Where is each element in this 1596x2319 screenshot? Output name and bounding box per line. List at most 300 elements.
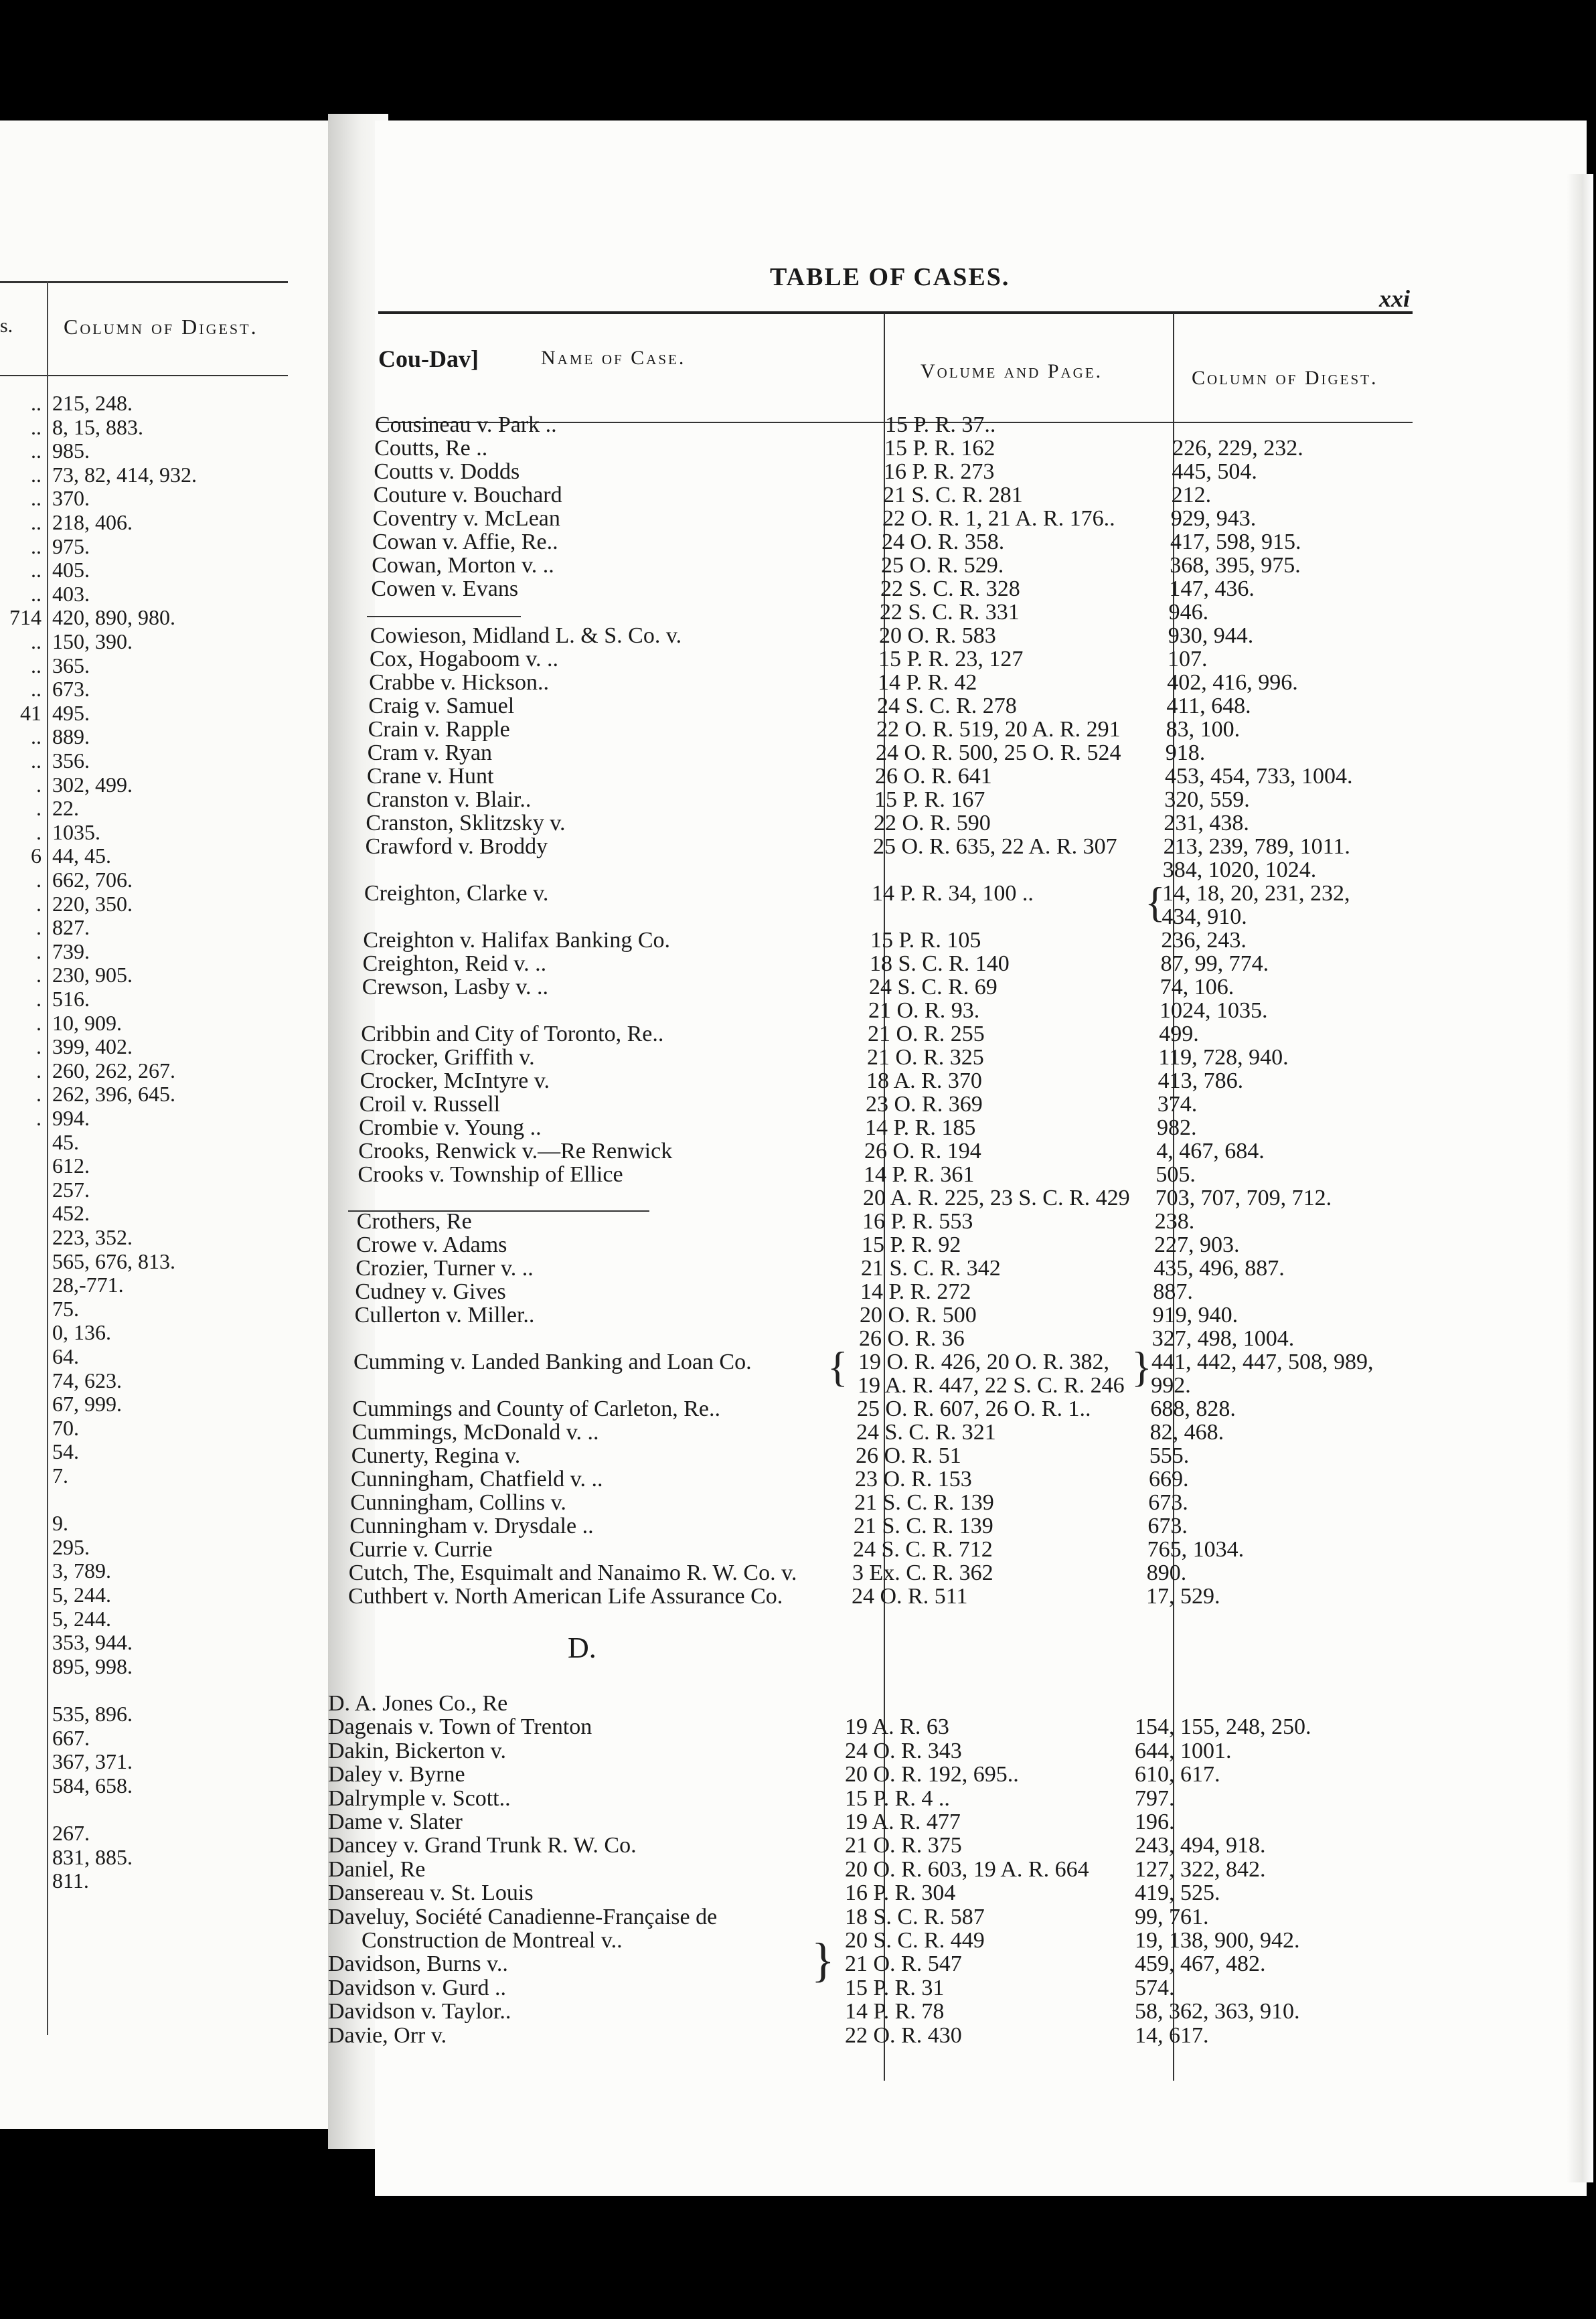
- left-page-table-header: [0, 281, 288, 382]
- case-digest: 411, 648.: [1166, 694, 1251, 718]
- left-row-digest: 1035.: [52, 819, 100, 844]
- left-row-digest: 673.: [52, 677, 90, 702]
- case-name: Croil v. Russell: [359, 1092, 501, 1117]
- left-row-digest: 405.: [52, 558, 90, 582]
- name-column-header: Name of Case.: [541, 347, 686, 369]
- case-digest: 374.: [1157, 1092, 1198, 1117]
- case-name: Crothers, Re: [356, 1209, 472, 1234]
- case-volume: 14 P. R. 34, 100 ..: [872, 881, 1034, 906]
- case-name: Davie, Orr v.: [328, 2022, 447, 2048]
- case-name: Davidson v. Gurd ..: [328, 1975, 506, 2000]
- case-volume: 25 O. R. 607, 26 O. R. 1..: [857, 1396, 1091, 1421]
- case-volume: 26 O. R. 641: [875, 764, 992, 789]
- left-row-lead: ..: [31, 486, 42, 511]
- d-case-row: [0, 1692, 1596, 1715]
- case-digest: 236, 243.: [1161, 928, 1247, 953]
- case-volume: 22 O. R. 590: [874, 811, 991, 835]
- case-digest: 435, 496, 887.: [1153, 1256, 1285, 1281]
- left-row-digest: 223, 352.: [52, 1225, 133, 1249]
- case-name: Cousineau v. Park ..: [375, 412, 557, 437]
- case-name: Cowan v. Affie, Re..: [372, 530, 558, 554]
- case-row: [0, 1562, 1596, 1585]
- brace-right: }: [1131, 1343, 1152, 1390]
- case-name: Construction de Montreal v..: [362, 1928, 623, 1953]
- case-row: [0, 1023, 1596, 1046]
- case-digest: 368, 395, 975.: [1170, 553, 1301, 578]
- left-row-digest: 302, 499.: [52, 772, 133, 797]
- case-row: [0, 1304, 1596, 1327]
- case-row: [0, 507, 1596, 530]
- case-volume: 24 S. C. R. 712: [853, 1537, 993, 1562]
- case-row: [0, 625, 1596, 647]
- case-digest: 499.: [1159, 1022, 1199, 1046]
- case-row: [0, 601, 1596, 624]
- case-name: Creighton, Reid v. ..: [362, 951, 547, 976]
- case-digest: 459, 467, 482.: [1135, 1951, 1266, 1977]
- left-row-lead: ..: [31, 629, 42, 653]
- case-row: [0, 999, 1596, 1022]
- case-row: [0, 789, 1596, 811]
- case-row: [0, 835, 1596, 858]
- left-row-digest: 367, 371.: [52, 1749, 133, 1774]
- case-volume: 15 P. R. 92: [862, 1232, 961, 1257]
- case-volume: 15 P. R. 37..: [885, 412, 996, 437]
- brace-right: {: [1145, 878, 1166, 926]
- d-case-row: [0, 1834, 1596, 1857]
- left-row-lead: ..: [31, 653, 42, 677]
- case-name: Currie v. Currie: [349, 1537, 493, 1562]
- case-digest: 673.: [1147, 1514, 1188, 1538]
- case-digest: 83, 100.: [1166, 717, 1241, 742]
- case-row: [0, 812, 1596, 835]
- case-digest: 765, 1034.: [1147, 1537, 1245, 1562]
- left-row-lead: ..: [31, 677, 42, 702]
- d-case-row: [0, 1929, 1596, 1952]
- left-row-digest: 565, 676, 813.: [52, 1249, 175, 1273]
- left-row-lead: .: [36, 1058, 42, 1083]
- case-volume: 26 O. R. 51: [856, 1443, 961, 1468]
- case-digest: 19, 138, 900, 942.: [1135, 1928, 1300, 1953]
- case-name: Davidson v. Taylor..: [328, 1999, 511, 2024]
- case-digest: 992.: [1151, 1373, 1191, 1398]
- case-volume: 21 S. C. R. 139: [854, 1490, 994, 1515]
- case-digest: 384, 1020, 1024.: [1162, 858, 1317, 882]
- case-name: Cudney v. Gives: [355, 1279, 506, 1304]
- left-row-lead: .: [36, 891, 42, 916]
- left-row-digest: 985.: [52, 438, 90, 463]
- left-header-top-rule: [0, 281, 288, 283]
- case-name: Crozier, Turner v. ..: [355, 1256, 534, 1281]
- case-volume: 21 O. R. 375: [845, 1833, 962, 1858]
- case-row: [0, 436, 1596, 463]
- case-volume: 18 S. C. R. 140: [870, 951, 1010, 976]
- left-row-digest: 975.: [52, 534, 90, 558]
- case-volume: 15 P. R. 105: [870, 928, 981, 953]
- case-name: Cram v. Ryan: [367, 740, 493, 765]
- case-digest: 99, 761.: [1135, 1904, 1209, 1929]
- case-name: Cowan, Morton v. ..: [372, 553, 554, 578]
- case-row: [0, 1117, 1596, 1139]
- d-case-row: [0, 1763, 1596, 1786]
- case-digest: 74, 106.: [1160, 975, 1234, 999]
- case-volume: 26 O. R. 36: [859, 1326, 965, 1351]
- left-row-digest: 54.: [52, 1439, 79, 1464]
- case-name: Cranston, Sklitzsky v.: [366, 811, 566, 835]
- case-digest: 644, 1001.: [1135, 1738, 1232, 1763]
- case-name: Coutts v. Dodds: [374, 459, 520, 484]
- case-digest: 982.: [1157, 1115, 1197, 1140]
- case-row: [0, 1515, 1596, 1538]
- case-row: [0, 1445, 1596, 1467]
- case-row: [0, 483, 1596, 511]
- case-name: Dagenais v. Town of Trenton: [328, 1714, 592, 1740]
- case-volume: 15 P. R. 31: [845, 1975, 945, 2000]
- case-row: [0, 648, 1596, 671]
- section-heading-d: D.: [568, 1631, 596, 1664]
- case-volume: 21 O. R. 325: [867, 1045, 984, 1070]
- case-digest: 17, 529.: [1146, 1584, 1220, 1609]
- case-volume: 22 S. C. R. 328: [880, 576, 1020, 601]
- left-row-digest: 5, 244.: [52, 1583, 111, 1607]
- case-row: [0, 1468, 1596, 1491]
- case-row: [0, 1070, 1596, 1093]
- case-row: [0, 742, 1596, 765]
- volume-column-header: Volume and Page.: [921, 360, 1103, 382]
- left-row-lead: 6: [31, 844, 42, 868]
- case-volume: 14 P. R. 185: [865, 1115, 976, 1140]
- case-digest: 154, 155, 248, 250.: [1135, 1714, 1311, 1740]
- d-case-row: [0, 1977, 1596, 2000]
- case-name: Cunningham, Chatfield v. ..: [351, 1467, 603, 1492]
- case-digest: 213, 239, 789, 1011.: [1163, 834, 1350, 859]
- left-row-digest: 262, 396, 645.: [52, 1082, 175, 1107]
- left-row-lead: ..: [31, 462, 42, 487]
- case-name: Cox, Hogaboom v. ..: [370, 647, 559, 671]
- left-row-lead: 714: [9, 605, 42, 630]
- case-digest: 82, 468.: [1149, 1420, 1224, 1445]
- left-row-lead: .: [36, 1082, 42, 1107]
- case-row: [0, 953, 1596, 975]
- left-row-digest: 365.: [52, 653, 90, 677]
- left-row-digest: 370.: [52, 486, 90, 511]
- case-row: [0, 1046, 1596, 1069]
- case-volume: 21 S. C. R. 139: [854, 1514, 993, 1538]
- case-digest: 669.: [1149, 1467, 1189, 1492]
- case-digest: 434, 910.: [1162, 904, 1247, 929]
- case-name: Cunningham, Collins v.: [350, 1490, 566, 1515]
- case-digest: 890.: [1146, 1561, 1187, 1585]
- case-volume: 21 S. C. R. 342: [861, 1256, 1001, 1281]
- case-row: [0, 1140, 1596, 1163]
- case-digest: 441, 442, 447, 508, 989,: [1151, 1350, 1374, 1374]
- case-row: [0, 882, 1596, 905]
- case-volume: 22 S. C. R. 331: [880, 600, 1020, 625]
- case-volume: 20 O. R. 192, 695..: [845, 1762, 1019, 1787]
- case-volume: 20 O. R. 583: [879, 623, 996, 648]
- case-name: Couture v. Bouchard: [373, 483, 562, 507]
- case-name: Coutts, Re ..: [374, 436, 488, 461]
- case-name: Dakin, Bickerton v.: [328, 1738, 506, 1763]
- case-volume: 16 P. R. 553: [862, 1209, 973, 1234]
- case-volume: 24 O. R. 500, 25 O. R. 524: [876, 740, 1121, 765]
- case-volume: 21 O. R. 255: [868, 1022, 985, 1046]
- left-row-digest: 811.: [52, 1868, 89, 1893]
- case-name: Crane v. Hunt: [367, 764, 494, 789]
- case-digest: 127, 322, 842.: [1135, 1856, 1266, 1882]
- case-name: Crain v. Rapple: [368, 717, 510, 742]
- case-digest: 4, 467, 684.: [1156, 1139, 1265, 1164]
- case-row: [0, 1234, 1596, 1257]
- case-name: Crawford v. Broddy: [365, 834, 548, 859]
- case-name: Daley v. Byrne: [328, 1762, 465, 1787]
- left-row-digest: 257.: [52, 1177, 90, 1202]
- left-row-digest: 452.: [52, 1201, 90, 1226]
- case-digest: 87, 99, 774.: [1160, 951, 1269, 976]
- case-volume: 23 O. R. 369: [866, 1092, 983, 1117]
- case-volume: 22 O. R. 1, 21 A. R. 176..: [882, 506, 1115, 531]
- case-digest: 238.: [1154, 1209, 1195, 1234]
- left-row-digest: 260, 262, 267.: [52, 1058, 175, 1083]
- case-digest: 930, 944.: [1168, 623, 1254, 648]
- left-row-digest: 399, 402.: [52, 1034, 133, 1059]
- case-volume: 22 O. R. 519, 20 A. R. 291: [876, 717, 1121, 742]
- left-row-lead: .: [36, 915, 42, 940]
- case-volume: 24 O. R. 358.: [882, 530, 1005, 554]
- case-digest: 610, 617.: [1135, 1762, 1220, 1787]
- case-name: Davidson, Burns v..: [328, 1951, 508, 1977]
- case-volume: 24 S. C. R. 321: [856, 1420, 996, 1445]
- case-row: [0, 578, 1596, 601]
- case-name: Cummings, McDonald v. ..: [351, 1420, 599, 1445]
- left-row-lead: ..: [31, 391, 42, 415]
- case-volume: 15 P. R. 23, 127: [878, 647, 1024, 671]
- case-volume: 18 S. C. R. 587: [845, 1904, 985, 1929]
- running-head: TABLE OF CASES.: [770, 263, 1010, 291]
- case-name: Cummings and County of Carleton, Re..: [352, 1396, 721, 1421]
- case-digest: 453, 454, 733, 1004.: [1165, 764, 1353, 789]
- case-digest: 574.: [1135, 1975, 1175, 2000]
- case-volume: 15 P. R. 4 ..: [845, 1785, 950, 1811]
- case-volume: 16 P. R. 304: [845, 1881, 956, 1906]
- d-case-row: [0, 1740, 1596, 1763]
- left-row-lead: ..: [31, 534, 42, 558]
- left-row-lead: .: [36, 796, 42, 821]
- case-digest: 196.: [1135, 1810, 1175, 1834]
- case-volume: 3 Ex. C. R. 362: [852, 1561, 993, 1585]
- left-row-lead: ..: [31, 581, 42, 606]
- left-row-lead: .: [36, 819, 42, 844]
- case-name: Daniel, Re: [328, 1856, 426, 1882]
- case-row: [0, 1374, 1596, 1397]
- case-volume: 19 A. R. 447, 22 S. C. R. 246: [858, 1373, 1125, 1398]
- case-digest: 226, 229, 232.: [1172, 436, 1303, 461]
- case-name: Crowe v. Adams: [356, 1232, 507, 1257]
- case-volume: 22 O. R. 430: [845, 2022, 962, 2048]
- left-row-digest: 584, 658.: [52, 1773, 133, 1797]
- case-digest: 688, 828.: [1150, 1396, 1236, 1421]
- left-row-lead: .: [36, 1010, 42, 1035]
- case-volume: 19 A. R. 63: [845, 1714, 949, 1740]
- case-row: [0, 1210, 1596, 1233]
- table-top-rule: [378, 311, 1413, 314]
- case-digest: 445, 504.: [1172, 459, 1257, 484]
- case-row: [0, 929, 1596, 952]
- case-name: Cumming v. Landed Banking and Loan Co.: [353, 1350, 752, 1374]
- case-name: Crocker, Griffith v.: [360, 1045, 535, 1070]
- case-digest: 419, 525.: [1135, 1881, 1220, 1906]
- case-digest: 413, 786.: [1158, 1068, 1244, 1093]
- d-case-row: [0, 1858, 1596, 1881]
- case-name: Cowen v. Evans: [371, 576, 519, 601]
- d-case-row: [0, 1787, 1596, 1810]
- case-name: Crooks v. Township of Ellice: [357, 1162, 623, 1187]
- case-volume: 21 S. C. R. 281: [883, 483, 1023, 507]
- case-name: Creighton v. Halifax Banking Co.: [363, 928, 671, 953]
- case-volume: 20 O. R. 603, 19 A. R. 664: [845, 1856, 1089, 1882]
- case-volume: 19 A. R. 477: [845, 1810, 961, 1834]
- case-name: Cuthbert v. North American Life Assurance Co.: [348, 1584, 783, 1609]
- case-name: Crocker, McIntyre v.: [360, 1068, 550, 1093]
- case-digest: 107.: [1168, 647, 1208, 671]
- d-case-row: [0, 1953, 1596, 1976]
- case-name: Cunningham v. Drysdale ..: [349, 1514, 594, 1538]
- left-row-digest: 5, 244.: [52, 1606, 111, 1631]
- left-row-lead: 41: [20, 700, 42, 725]
- case-digest: 703, 707, 709, 712.: [1155, 1186, 1332, 1210]
- left-row-lead: .: [36, 1034, 42, 1059]
- case-row: [0, 1585, 1596, 1608]
- case-name: Dancey v. Grand Trunk R. W. Co.: [328, 1833, 637, 1858]
- case-digest: 227, 903.: [1154, 1232, 1240, 1257]
- left-row-digest: 74, 623.: [52, 1368, 122, 1392]
- case-name: D. A. Jones Co., Re: [328, 1691, 508, 1716]
- case-row: [0, 976, 1596, 999]
- case-row: [0, 906, 1596, 929]
- case-row: [0, 412, 1596, 439]
- case-name: Daveluy, Société Canadienne-Française de: [328, 1904, 718, 1929]
- case-row: [0, 1281, 1596, 1303]
- case-volume: 24 S. C. R. 69: [869, 975, 998, 999]
- left-row-digest: 10, 909.: [52, 1010, 122, 1035]
- left-row-lead: ..: [31, 414, 42, 439]
- case-digest: 919, 940.: [1152, 1303, 1239, 1328]
- case-digest: 119, 728, 940.: [1158, 1045, 1289, 1070]
- case-name: Crooks, Renwick v.—Re Renwick: [358, 1139, 673, 1164]
- left-row-digest: 994.: [52, 1106, 90, 1130]
- left-row-digest: 895, 998.: [52, 1654, 133, 1678]
- left-row-digest: 44, 45.: [52, 844, 111, 868]
- left-row-digest: 403.: [52, 581, 90, 606]
- left-row-lead: .: [36, 939, 42, 963]
- case-digest: 14, 18, 20, 231, 232,: [1162, 881, 1350, 906]
- case-digest: 505.: [1155, 1162, 1196, 1187]
- case-row: [0, 1534, 1596, 1562]
- case-row: [0, 1187, 1596, 1210]
- left-row-lead: ..: [31, 724, 42, 749]
- section-separator: [367, 616, 521, 617]
- case-name: Cullerton v. Miller..: [354, 1303, 535, 1328]
- case-volume: 24 S. C. R. 278: [877, 694, 1017, 718]
- case-digest: 212.: [1171, 483, 1212, 507]
- left-row-digest: 356.: [52, 748, 90, 773]
- case-digest: 673.: [1148, 1490, 1188, 1515]
- left-header-digest: Column of Digest.: [64, 315, 258, 339]
- case-row: [0, 1257, 1596, 1280]
- left-row-digest: 516.: [52, 987, 90, 1011]
- left-row-digest: 230, 905.: [52, 963, 133, 987]
- left-row-digest: 218, 406.: [52, 510, 133, 534]
- case-name: Crabbe v. Hickson..: [369, 670, 549, 695]
- case-volume: 24 O. R. 343: [845, 1738, 962, 1763]
- case-digest: 918.: [1165, 740, 1206, 765]
- case-volume: 24 O. R. 511: [852, 1584, 968, 1609]
- case-name: Dalrymple v. Scott..: [328, 1785, 511, 1811]
- left-row-digest: 889.: [52, 724, 90, 749]
- case-volume: 15 P. R. 162: [884, 436, 995, 461]
- case-volume: 18 A. R. 370: [866, 1068, 982, 1093]
- case-volume: 21 O. R. 93.: [868, 998, 980, 1023]
- case-row: [0, 1093, 1596, 1116]
- case-row: [0, 765, 1596, 788]
- case-volume: 20 S. C. R. 449: [845, 1928, 985, 1953]
- d-case-row: [0, 2000, 1596, 2023]
- case-name: Dame v. Slater: [328, 1810, 463, 1834]
- left-header-lead: s.: [0, 315, 13, 337]
- left-row-digest: 267.: [52, 1821, 90, 1845]
- left-row-digest: 495.: [52, 700, 90, 725]
- case-volume: 26 O. R. 194: [864, 1139, 981, 1164]
- left-row-lead: .: [36, 772, 42, 797]
- case-digest: 147, 436.: [1169, 576, 1255, 601]
- digest-column-header: Column of Digest.: [1192, 367, 1378, 389]
- left-row-lead: ..: [31, 558, 42, 582]
- left-row-lead: ..: [31, 748, 42, 773]
- left-row-digest: 8, 15, 883.: [52, 414, 143, 439]
- left-row-digest: 22.: [52, 796, 79, 821]
- case-digest: 797.: [1135, 1785, 1175, 1811]
- case-name: Cranston v. Blair..: [366, 787, 532, 812]
- case-volume: 15 P. R. 167: [874, 787, 985, 812]
- left-row-lead: .: [36, 868, 42, 892]
- case-digest: 555.: [1149, 1443, 1190, 1468]
- left-header-bottom-rule: [0, 375, 288, 376]
- case-name: Crombie v. Young ..: [359, 1115, 542, 1140]
- case-row: [0, 695, 1596, 718]
- left-row-digest: 28,-771.: [52, 1273, 124, 1297]
- left-row-digest: 739.: [52, 939, 90, 963]
- left-row-lead: ..: [31, 510, 42, 534]
- case-volume: 23 O. R. 153: [855, 1467, 972, 1492]
- left-row-digest: 73, 82, 414, 932.: [52, 462, 197, 487]
- left-row-lead: .: [36, 1106, 42, 1130]
- case-row: [0, 671, 1596, 694]
- d-case-row: [0, 1906, 1596, 1929]
- case-volume: 21 O. R. 547: [845, 1951, 962, 1977]
- case-name: Dansereau v. St. Louis: [328, 1881, 534, 1906]
- d-case-row: [0, 1811, 1596, 1834]
- case-volume: 16 P. R. 273: [884, 459, 995, 484]
- case-name: Craig v. Samuel: [368, 694, 515, 718]
- case-name: Coventry v. McLean: [372, 506, 560, 531]
- case-digest: 929, 943.: [1170, 506, 1257, 531]
- case-volume: 20 A. R. 225, 23 S. C. R. 429: [863, 1186, 1130, 1210]
- case-volume: 14 P. R. 272: [860, 1279, 971, 1304]
- case-row: [0, 1492, 1596, 1514]
- case-volume: 14 P. R. 78: [845, 1999, 945, 2024]
- left-row-digest: 67, 999.: [52, 1392, 122, 1417]
- left-row-digest: 150, 390.: [52, 629, 133, 653]
- left-row-digest: 70.: [52, 1415, 79, 1440]
